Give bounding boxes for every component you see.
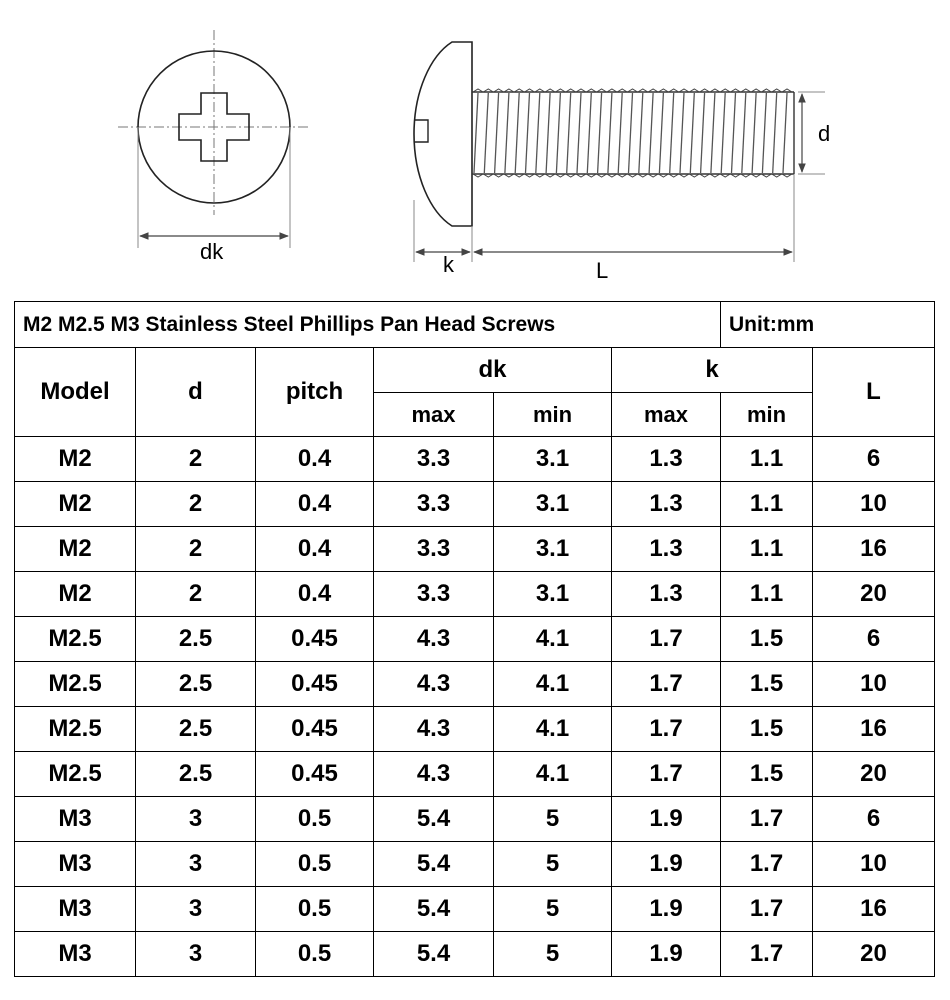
thread-line	[567, 93, 571, 173]
cell-k-max: 1.3	[612, 437, 721, 482]
cell-model: M3	[15, 842, 136, 887]
cell-pitch: 0.5	[256, 797, 374, 842]
thread-line	[670, 93, 674, 173]
cell-dk-min: 5	[494, 932, 612, 977]
table-row	[15, 437, 935, 482]
cell-L: 20	[813, 932, 935, 977]
cell-d: 2.5	[136, 617, 256, 662]
cell-k-min: 1.5	[721, 752, 813, 797]
cell-k-max: 1.3	[612, 572, 721, 617]
cell-L: 10	[813, 662, 935, 707]
cell-pitch: 0.4	[256, 437, 374, 482]
cell-pitch: 0.5	[256, 887, 374, 932]
cell-dk-min: 4.1	[494, 752, 612, 797]
L-label: L	[596, 258, 609, 283]
cell-d: 2.5	[136, 707, 256, 752]
cell-L: 20	[813, 572, 935, 617]
header-row	[15, 348, 935, 393]
cell-k-min: 1.1	[721, 482, 813, 527]
thread-line	[742, 93, 746, 173]
cell-d: 2	[136, 527, 256, 572]
cell-pitch: 0.4	[256, 482, 374, 527]
cell-dk-min: 4.1	[494, 707, 612, 752]
cell-k-min: 1.5	[721, 707, 813, 752]
header-dk-max: max	[374, 393, 494, 437]
cell-k-min: 1.1	[721, 527, 813, 572]
cell-pitch: 0.4	[256, 572, 374, 617]
cell-model: M2	[15, 572, 136, 617]
cell-d: 2	[136, 572, 256, 617]
thread-line	[659, 93, 663, 173]
cell-pitch: 0.4	[256, 527, 374, 572]
cell-k-max: 1.7	[612, 707, 721, 752]
cell-d: 2	[136, 437, 256, 482]
thread-line	[556, 93, 560, 173]
thread-line	[526, 93, 530, 173]
header-dk: dk	[374, 348, 612, 393]
thread-line	[649, 93, 653, 173]
header-pitch: pitch	[256, 348, 374, 437]
cell-L: 6	[813, 797, 935, 842]
cell-dk-max: 5.4	[374, 797, 494, 842]
thread-line	[495, 93, 499, 173]
cell-k-max: 1.3	[612, 527, 721, 572]
title-row	[15, 302, 935, 348]
cell-model: M3	[15, 887, 136, 932]
cell-k-max: 1.9	[612, 887, 721, 932]
table-row	[15, 752, 935, 797]
cell-d: 3	[136, 797, 256, 842]
header-k-min: min	[721, 393, 813, 437]
cell-d: 3	[136, 842, 256, 887]
cell-k-min: 1.7	[721, 797, 813, 842]
thread-line	[701, 93, 705, 173]
cell-dk-max: 4.3	[374, 707, 494, 752]
cell-L: 16	[813, 887, 935, 932]
thread-line	[587, 93, 591, 173]
table-row	[15, 482, 935, 527]
table-row	[15, 797, 935, 842]
cell-model: M2	[15, 437, 136, 482]
thread-line	[752, 93, 756, 173]
cell-model: M2	[15, 527, 136, 572]
thread-line	[762, 93, 766, 173]
thread-lines	[473, 89, 792, 177]
table-row	[15, 527, 935, 572]
cell-k-min: 1.5	[721, 662, 813, 707]
table-title: M2 M2.5 M3 Stainless Steel Phillips Pan Head Screws	[15, 302, 721, 348]
cell-pitch: 0.45	[256, 707, 374, 752]
thread-line	[773, 93, 777, 173]
cell-dk-min: 3.1	[494, 482, 612, 527]
cell-dk-max: 4.3	[374, 752, 494, 797]
screw-drawing	[0, 0, 950, 295]
thread-line	[474, 93, 478, 173]
cell-pitch: 0.45	[256, 617, 374, 662]
cell-model: M2.5	[15, 617, 136, 662]
cell-model: M3	[15, 797, 136, 842]
cell-k-min: 1.1	[721, 572, 813, 617]
cell-dk-max: 5.4	[374, 887, 494, 932]
header-k-max: max	[612, 393, 721, 437]
screw-head-top-view	[118, 30, 310, 264]
cell-dk-max: 4.3	[374, 617, 494, 662]
cell-k-min: 1.7	[721, 887, 813, 932]
cell-pitch: 0.5	[256, 842, 374, 887]
cell-dk-max: 3.3	[374, 437, 494, 482]
cell-dk-max: 3.3	[374, 572, 494, 617]
header-model: Model	[15, 348, 136, 437]
thread-line	[721, 93, 725, 173]
cell-k-max: 1.7	[612, 617, 721, 662]
cell-d: 2.5	[136, 752, 256, 797]
cell-dk-max: 5.4	[374, 842, 494, 887]
thread-line	[783, 93, 787, 173]
screw-side-view	[414, 42, 830, 283]
cell-L: 20	[813, 752, 935, 797]
cell-k-min: 1.1	[721, 437, 813, 482]
cell-k-max: 1.9	[612, 797, 721, 842]
thread-line	[484, 93, 488, 173]
cell-k-max: 1.7	[612, 662, 721, 707]
cell-dk-min: 5	[494, 842, 612, 887]
unit-label: Unit:mm	[721, 302, 935, 348]
cell-model: M2.5	[15, 752, 136, 797]
cell-d: 3	[136, 887, 256, 932]
d-label: d	[818, 121, 831, 146]
table-row	[15, 842, 935, 887]
cell-dk-min: 3.1	[494, 572, 612, 617]
header-dk-min: min	[494, 393, 612, 437]
cell-model: M2.5	[15, 707, 136, 752]
cell-L: 16	[813, 527, 935, 572]
table-row	[15, 617, 935, 662]
header-L: L	[813, 348, 935, 437]
cell-dk-min: 3.1	[494, 527, 612, 572]
thread-line	[505, 93, 509, 173]
table-row	[15, 707, 935, 752]
cell-L: 10	[813, 482, 935, 527]
cell-pitch: 0.45	[256, 662, 374, 707]
thread-line	[598, 93, 602, 173]
cell-pitch: 0.5	[256, 932, 374, 977]
table-row	[15, 932, 935, 977]
table-row	[15, 572, 935, 617]
cell-k-max: 1.9	[612, 842, 721, 887]
k-label: k	[443, 252, 454, 277]
thread-line	[629, 93, 633, 173]
cell-dk-min: 4.1	[494, 617, 612, 662]
cell-model: M2	[15, 482, 136, 527]
dk-label: dk	[200, 239, 224, 264]
head-slot	[414, 120, 428, 142]
cell-k-min: 1.7	[721, 842, 813, 887]
table-row	[15, 887, 935, 932]
cell-L: 6	[813, 617, 935, 662]
thread-line	[577, 93, 581, 173]
thread-line	[546, 93, 550, 173]
cell-k-max: 1.7	[612, 752, 721, 797]
cell-dk-max: 5.4	[374, 932, 494, 977]
cell-dk-max: 3.3	[374, 482, 494, 527]
cell-L: 16	[813, 707, 935, 752]
cell-k-min: 1.5	[721, 617, 813, 662]
cell-dk-min: 3.1	[494, 437, 612, 482]
cell-d: 2.5	[136, 662, 256, 707]
cell-L: 10	[813, 842, 935, 887]
header-d: d	[136, 348, 256, 437]
cell-dk-min: 4.1	[494, 662, 612, 707]
spec-table	[14, 301, 935, 977]
pan-head	[414, 42, 472, 226]
thread-line	[608, 93, 612, 173]
cell-pitch: 0.45	[256, 752, 374, 797]
thread-line	[732, 93, 736, 173]
thread-line	[618, 93, 622, 173]
thread-line	[680, 93, 684, 173]
cell-d: 3	[136, 932, 256, 977]
cell-dk-min: 5	[494, 797, 612, 842]
cell-k-min: 1.7	[721, 932, 813, 977]
cell-k-max: 1.3	[612, 482, 721, 527]
cell-dk-max: 4.3	[374, 662, 494, 707]
thread-line	[639, 93, 643, 173]
cell-model: M2.5	[15, 662, 136, 707]
thread-line	[711, 93, 715, 173]
cell-dk-min: 5	[494, 887, 612, 932]
cell-d: 2	[136, 482, 256, 527]
table-row	[15, 662, 935, 707]
cell-model: M3	[15, 932, 136, 977]
cell-k-max: 1.9	[612, 932, 721, 977]
cell-L: 6	[813, 437, 935, 482]
cell-dk-max: 3.3	[374, 527, 494, 572]
thread-line	[536, 93, 540, 173]
header-k: k	[612, 348, 813, 393]
thread-line	[515, 93, 519, 173]
thread-line	[690, 93, 694, 173]
